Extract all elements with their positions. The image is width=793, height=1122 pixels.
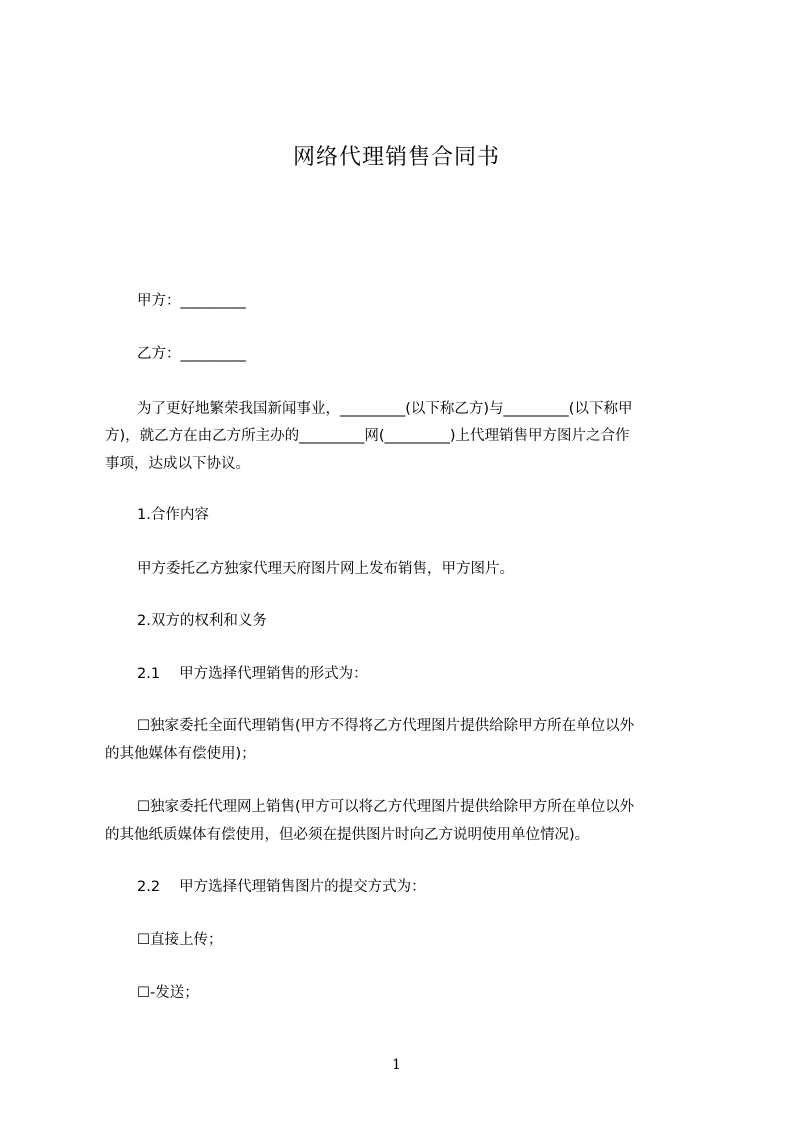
clause-2-2: 2.2 甲方选择代理销售图片的提交方式为： [137, 879, 426, 895]
section-2-heading: 2.双方的权利和义务 [137, 613, 267, 629]
page-number: 1 [392, 1057, 401, 1073]
option-2-line-1: ☐独家委托代理网上销售(甲方可以将乙方代理图片提供给除甲方所在单位以外 [137, 799, 635, 815]
section-1-text: 甲方委托乙方独家代理天府图片网上发布销售，甲方图片。 [137, 561, 514, 577]
intro-line-2: 方)，就乙方在由乙方所主办的_________网(_________)上代理销售甲方图片之合作 [105, 428, 630, 444]
submit-option-2: ☐-发送； [137, 985, 199, 1001]
party-a-line: 甲方：_________ [137, 293, 246, 309]
clause-2-1: 2.1 甲方选择代理销售的形式为： [137, 666, 368, 682]
party-b-line: 乙方：_________ [137, 346, 246, 362]
document-title: 网络代理销售合同书 [292, 145, 500, 170]
option-1-line-2: 的其他媒体有偿使用)； [105, 746, 256, 762]
section-1-heading: 1.合作内容 [137, 507, 209, 523]
intro-line-1: 为了更好地繁荣我国新闻事业，_________(以下称乙方)与_________(以下称甲 [137, 401, 633, 417]
intro-line-3: 事项，达成以下协议。 [105, 456, 250, 472]
option-1-line-1: ☐独家委托全面代理销售(甲方不得将乙方代理图片提供给除甲方所在单位以外 [137, 718, 635, 734]
submit-option-1: ☐直接上传； [137, 932, 223, 948]
option-2-line-2: 的其他纸质媒体有偿使用，但必须在提供图片时向乙方说明使用单位情况)。 [105, 827, 590, 843]
